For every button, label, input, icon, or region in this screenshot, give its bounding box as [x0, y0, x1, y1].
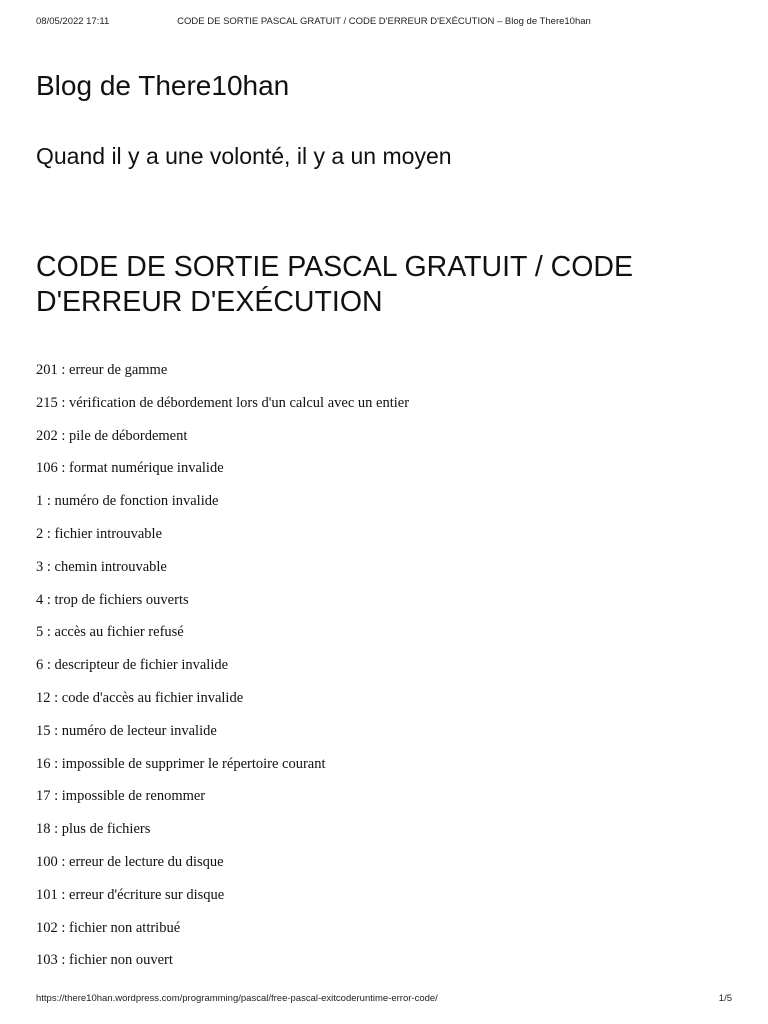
error-code-item: 103 : fichier non ouvert: [36, 952, 173, 969]
blog-title[interactable]: Blog de There10han: [36, 70, 290, 101]
error-code-item: 100 : erreur de lecture du disque: [36, 853, 224, 870]
print-datetime: 08/05/2022 17:11: [36, 16, 110, 27]
error-code-item: 12 : code d'accès au fichier invalide: [36, 689, 244, 706]
error-code-item: 4 : trop de fichiers ouverts: [36, 591, 189, 608]
error-code-item: 16 : impossible de supprimer le répertoire courant: [36, 755, 326, 772]
error-code-list: [36, 359, 409, 982]
error-code-item: 202 : pile de débordement: [36, 427, 188, 444]
error-code-item: 17 : impossible de renommer: [36, 788, 206, 805]
print-header: [36, 16, 732, 30]
error-code-item: 215 : vérification de débordement lors d'un calcul avec un entier: [36, 394, 410, 411]
error-code-item: 106 : format numérique invalide: [36, 460, 224, 477]
print-url[interactable]: https://there10han.wordpress.com/programming/pascal/free-pascal-exitcoderuntime-error-code/: [36, 993, 438, 1004]
post-title: CODE DE SORTIE PASCAL GRATUIT / CODE D'ERREUR D'EXÉCUTION: [36, 251, 634, 318]
print-doc-title: CODE DE SORTIE PASCAL GRATUIT / CODE D'ERREUR D'EXÉCUTION – Blog de There10han: [177, 16, 591, 27]
error-code-item: 101 : erreur d'écriture sur disque: [36, 886, 225, 903]
print-footer: [36, 993, 732, 1007]
page-number: 1/5: [718, 993, 732, 1004]
error-code-item: 1 : numéro de fonction invalide: [36, 493, 219, 510]
error-code-item: 3 : chemin introuvable: [36, 558, 167, 575]
error-code-item: 102 : fichier non attribué: [36, 919, 181, 936]
error-code-item: 2 : fichier introuvable: [36, 525, 163, 542]
error-code-item: 18 : plus de fichiers: [36, 821, 151, 838]
error-code-item: 201 : erreur de gamme: [36, 362, 168, 378]
error-code-item: 5 : accès au fichier refusé: [36, 624, 184, 641]
blog-tagline: Quand il y a une volonté, il y a un moyen: [36, 143, 452, 169]
error-code-item: 15 : numéro de lecteur invalide: [36, 722, 217, 739]
error-code-item: 6 : descripteur de fichier invalide: [36, 657, 229, 674]
